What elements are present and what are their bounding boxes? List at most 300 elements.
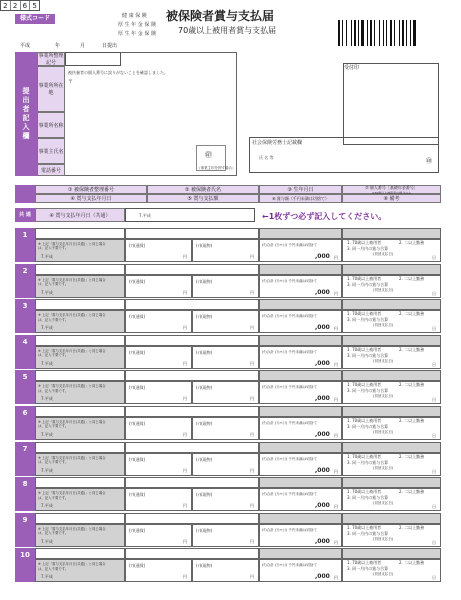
goods-label: (ｲ)(現物) — [196, 314, 213, 320]
remarks-option-1: 1. 70歳以上被用者 — [347, 240, 382, 245]
total-label: (ｳ)合計 (ｱ)+(ｲ) 千円未満は切捨て — [262, 527, 318, 532]
remarks-option-2: 2. 二以上勤務 — [399, 489, 425, 495]
employee-row — [15, 477, 441, 511]
employee-row — [15, 442, 441, 476]
common-date-era: 7.平成 — [139, 213, 151, 218]
total-thousand: ,000 — [315, 502, 330, 510]
form-code-digit: 5 — [32, 2, 37, 10]
date-era: 平成 — [20, 43, 31, 49]
goods-amount-field[interactable] — [192, 488, 259, 511]
currency-label: (ｱ)(通貨) — [129, 421, 146, 426]
seal-caption: （事業主印を押す場合） — [197, 166, 236, 170]
form-code-digit: 6 — [21, 1, 31, 10]
remarks-option-3: 3. 同一月内の賞与合算 — [347, 317, 389, 323]
sr-name-label: 氏 名 等 — [259, 155, 274, 160]
remarks-field[interactable] — [342, 310, 441, 333]
employee-row — [15, 264, 441, 298]
total-yen: 円 — [334, 433, 338, 438]
payment-date-field[interactable] — [35, 275, 125, 298]
date-month: 月 — [80, 43, 86, 49]
submitter-side-label: 提出者記入欄 — [15, 52, 37, 176]
birthdate-field[interactable] — [259, 442, 342, 453]
employee-row — [15, 228, 441, 262]
individual-number-field[interactable] — [342, 299, 441, 310]
column-bonus-amount: ⑥ 賞与額（千円未満は切捨て） — [259, 194, 342, 203]
currency-label: (ｱ)(通貨) — [129, 243, 146, 248]
remarks-field[interactable] — [342, 417, 441, 440]
goods-amount-field[interactable] — [192, 559, 259, 582]
row-number: 5 — [15, 370, 35, 404]
birthdate-field[interactable] — [259, 513, 342, 524]
date-year: 年 — [55, 43, 61, 49]
goods-label: (ｲ)(現物) — [196, 243, 213, 248]
barcode-bar — [383, 20, 384, 46]
barcode-bar — [399, 20, 400, 46]
insurance-type-1: 健 康 保 険 — [122, 13, 147, 19]
currency-amount-field[interactable] — [125, 239, 192, 262]
barcode-bar — [386, 20, 387, 46]
goods-yen: 円 — [250, 538, 254, 544]
remarks-day: 日 — [432, 397, 436, 403]
payment-date-era: 7.平成 — [41, 538, 53, 544]
remarks-option-2: 2. 二以上勤務 — [399, 524, 425, 530]
employee-row — [15, 548, 441, 582]
row-number: 1 — [15, 228, 35, 262]
birthdate-field[interactable] — [259, 406, 342, 417]
remarks-option-3: 3. 同一月内の賞与合算 — [347, 281, 389, 287]
barcode-bar — [361, 20, 364, 46]
row-number: 6 — [15, 406, 35, 440]
privacy-note: 被扶養者の個人番号に誤りがないことを確認しました。 — [68, 70, 168, 75]
goods-label: (ｲ)(現物) — [196, 385, 213, 391]
total-amount-field[interactable] — [259, 559, 342, 582]
currency-yen: 円 — [183, 467, 187, 473]
payment-date-era: 7.平成 — [41, 432, 53, 437]
total-amount-field[interactable] — [259, 381, 342, 404]
total-amount-field[interactable] — [259, 488, 342, 511]
total-yen: 円 — [334, 539, 338, 545]
remarks-day: 日 — [432, 468, 436, 474]
remarks-day: 日 — [432, 326, 436, 332]
insurance-type-3: 厚 生 年 金 保 険 — [118, 31, 156, 37]
payment-date-field[interactable] — [35, 524, 125, 547]
currency-amount-field[interactable] — [125, 417, 192, 440]
remarks-option-1: 1. 70歳以上被用者 — [347, 453, 382, 459]
remarks-option-1: 1. 70歳以上被用者 — [347, 382, 382, 388]
remarks-first-payment: (初回支払日) — [373, 323, 394, 328]
payment-date-field[interactable] — [35, 417, 125, 440]
total-amount-field[interactable] — [259, 275, 342, 298]
remarks-option-1: 1. 70歳以上被用者 — [347, 311, 382, 317]
column-individual-number-label: ⑦ 個人番号［基礎年金番号］ — [365, 184, 418, 190]
currency-label: (ｱ)(通貨) — [129, 314, 146, 320]
goods-amount-field[interactable] — [192, 346, 259, 369]
payment-date-era: 7.平成 — [41, 254, 53, 259]
goods-label: (ｲ)(現物) — [196, 492, 213, 498]
goods-label: (ｲ)(現物) — [196, 527, 213, 533]
label-office-name: 事業所名称 — [37, 112, 65, 138]
insured-number-field[interactable] — [35, 370, 125, 381]
total-yen: 円 — [334, 361, 338, 367]
insured-name-field[interactable] — [125, 477, 259, 488]
insured-name-field[interactable] — [125, 228, 259, 239]
individual-number-field[interactable] — [342, 442, 441, 453]
row-number: 10 — [15, 548, 35, 582]
remarks-option-2: 2. 二以上勤務 — [399, 240, 425, 245]
goods-amount-field[interactable] — [192, 524, 259, 547]
currency-amount-field[interactable] — [125, 346, 192, 369]
individual-number-field[interactable] — [342, 264, 441, 275]
form-code-digit: 2 — [11, 1, 21, 10]
payment-date-field[interactable] — [35, 381, 125, 404]
goods-amount-field[interactable] — [192, 310, 259, 333]
goods-amount-field[interactable] — [192, 417, 259, 440]
currency-yen: 円 — [183, 538, 187, 544]
remarks-day: 日 — [432, 575, 436, 581]
remarks-day: 日 — [432, 255, 436, 260]
insured-name-field[interactable] — [125, 299, 259, 310]
insured-number-field[interactable] — [35, 548, 125, 559]
total-amount-field[interactable] — [259, 453, 342, 476]
remarks-option-2: 2. 二以上勤務 — [399, 418, 425, 423]
row-number: 9 — [15, 513, 35, 547]
payment-date-era: 7.平成 — [41, 289, 53, 295]
remarks-first-payment: (初回支払日) — [373, 252, 394, 256]
birthdate-field[interactable] — [259, 335, 342, 346]
total-yen: 円 — [334, 504, 338, 510]
form-code-digits — [0, 0, 40, 11]
insured-name-field[interactable] — [125, 406, 259, 417]
goods-amount-field[interactable] — [192, 275, 259, 298]
remarks-option-2: 2. 二以上勤務 — [399, 346, 425, 352]
remarks-first-payment: (初回支払日) — [373, 465, 394, 470]
insured-name-field[interactable] — [125, 264, 259, 275]
insured-number-field[interactable] — [35, 335, 125, 346]
remarks-field[interactable] — [342, 559, 441, 582]
payment-date-era: 7.平成 — [41, 467, 53, 473]
total-label: (ｳ)合計 (ｱ)+(ｲ) 千円未満は切捨て — [262, 243, 318, 247]
payment-date-field[interactable] — [35, 346, 125, 369]
payment-date-note: ※ 上記「賞与支払年月日(共通)」と同じ場合は、記入不要です。 — [38, 455, 106, 465]
total-label: (ｳ)合計 (ｱ)+(ｲ) 千円未満は切捨て — [262, 385, 318, 390]
remarks-option-2: 2. 二以上勤務 — [399, 453, 425, 459]
remarks-first-payment: (初回支払日) — [373, 572, 394, 577]
insured-number-field[interactable] — [35, 477, 125, 488]
insured-number-field[interactable] — [35, 513, 125, 524]
currency-yen: 円 — [183, 325, 187, 331]
remarks-option-3: 3. 同一月内の賞与合算 — [347, 352, 389, 358]
payment-date-note: ※ 上記「賞与支払年月日(共通)」と同じ場合は、記入不要です。 — [38, 242, 106, 251]
goods-yen: 円 — [250, 396, 254, 402]
remarks-day: 日 — [432, 504, 436, 510]
goods-label: (ｲ)(現物) — [196, 421, 213, 426]
goods-yen: 円 — [250, 432, 254, 437]
office-number-field[interactable] — [65, 52, 121, 66]
remarks-option-1: 1. 70歳以上被用者 — [347, 418, 382, 423]
currency-amount-field[interactable] — [125, 310, 192, 333]
payment-date-note: ※ 上記「賞与支払年月日(共通)」と同じ場合は、記入不要です。 — [38, 384, 106, 393]
barcode-bar — [351, 20, 352, 46]
remarks-option-2: 2. 二以上勤務 — [399, 275, 425, 281]
goods-label: (ｲ)(現物) — [196, 563, 213, 569]
payment-date-era: 7.平成 — [41, 396, 53, 402]
individual-number-field[interactable] — [342, 370, 441, 381]
payment-date-note: ※ 上記「賞与支払年月日(共通)」と同じ場合は、記入不要です。 — [38, 562, 106, 571]
currency-label: (ｱ)(通貨) — [129, 527, 146, 533]
remarks-first-payment: (初回支払日) — [373, 287, 394, 292]
goods-label: (ｲ)(現物) — [196, 278, 213, 284]
remarks-field[interactable] — [342, 453, 441, 476]
date-submitted: 日提出 — [102, 43, 118, 49]
total-yen: 円 — [334, 397, 338, 403]
remarks-first-payment: (初回支払日) — [373, 394, 394, 399]
insurance-type-2: 厚 生 年 金 保 険 — [118, 22, 156, 28]
remarks-option-3: 3. 同一月内の賞与合算 — [347, 459, 389, 465]
column-payment-amount: ⑤ 賞与支払額 — [147, 194, 259, 203]
birthdate-field[interactable] — [259, 264, 342, 275]
goods-amount-field[interactable] — [192, 239, 259, 262]
remarks-option-3: 3. 同一月内の賞与合算 — [347, 388, 389, 394]
payment-date-note: ※ 上記「賞与支払年月日(共通)」と同じ場合は、記入不要です。 — [38, 420, 106, 429]
employee-row — [15, 335, 441, 369]
remarks-option-1: 1. 70歳以上被用者 — [347, 524, 382, 530]
total-thousand: ,000 — [315, 537, 330, 545]
remarks-option-2: 2. 二以上勤務 — [399, 560, 425, 566]
birthdate-field[interactable] — [259, 477, 342, 488]
individual-number-field[interactable] — [342, 228, 441, 239]
remarks-field[interactable] — [342, 346, 441, 369]
employee-row — [15, 299, 441, 333]
column-insured-name: ② 被保険者氏名 — [147, 185, 259, 194]
received-stamp-label: 受付印 — [344, 65, 360, 71]
payment-date-field[interactable] — [35, 239, 125, 262]
currency-label: (ｱ)(通貨) — [129, 456, 146, 462]
payment-date-field[interactable] — [35, 559, 125, 582]
barcode-bar — [406, 20, 407, 46]
insured-number-field[interactable] — [35, 442, 125, 453]
label-phone: 電話番号 — [37, 164, 65, 176]
remarks-first-payment: (初回支払日) — [373, 430, 394, 434]
total-amount-field[interactable] — [259, 346, 342, 369]
barcode-bar — [354, 20, 356, 46]
common-row-label: 共 通 — [15, 208, 35, 222]
goods-label: (ｲ)(現物) — [196, 349, 213, 355]
label-office-number: 事業所整理記号 — [38, 53, 64, 66]
barcode-bar — [342, 20, 343, 46]
row-number: 2 — [15, 264, 35, 298]
goods-yen: 円 — [250, 467, 254, 473]
payment-date-field[interactable] — [35, 310, 125, 333]
column-header-corner — [15, 185, 35, 203]
goods-yen: 円 — [250, 574, 254, 580]
birthdate-field[interactable] — [259, 370, 342, 381]
currency-yen: 円 — [183, 289, 187, 295]
payment-date-era: 7.平成 — [41, 360, 53, 366]
column-birthdate: ③ 生年月日 — [259, 185, 342, 194]
payment-date-note: ※ 上記「賞与支払年月日(共通)」と同じ場合は、記入不要です。 — [38, 526, 106, 536]
remarks-field[interactable] — [342, 524, 441, 547]
individual-number-field[interactable] — [342, 406, 441, 417]
payment-date-era: 7.平成 — [41, 503, 53, 509]
barcode-bar — [410, 20, 411, 46]
row-number: 8 — [15, 477, 35, 511]
insured-name-field[interactable] — [125, 335, 259, 346]
total-label: (ｳ)合計 (ｱ)+(ｲ) 千円未満は切捨て — [262, 563, 318, 568]
total-label: (ｳ)合計 (ｱ)+(ｲ) 千円未満は切捨て — [262, 456, 318, 461]
employee-row — [15, 513, 441, 547]
total-amount-field[interactable] — [259, 417, 342, 440]
total-label: (ｳ)合計 (ｱ)+(ｲ) 千円未満は切捨て — [262, 349, 318, 354]
column-payment-date: ④ 賞与支払年月日 — [35, 194, 147, 203]
remarks-field[interactable] — [342, 239, 441, 262]
birthdate-field[interactable] — [259, 228, 342, 239]
remarks-day: 日 — [432, 290, 436, 296]
payment-date-note: ※ 上記「賞与支払年月日(共通)」と同じ場合は、記入不要です。 — [38, 313, 106, 322]
goods-yen: 円 — [250, 325, 254, 331]
insured-name-field[interactable] — [125, 513, 259, 524]
received-stamp-box — [343, 63, 439, 145]
remarks-option-1: 1. 70歳以上被用者 — [347, 275, 382, 281]
currency-yen: 円 — [183, 396, 187, 402]
column-remarks: ⑧ 備考 — [342, 194, 441, 203]
common-date-label: ④ 賞与支払年月日（共通） — [35, 208, 125, 222]
remarks-day: 日 — [432, 433, 436, 438]
currency-label: (ｱ)(通貨) — [129, 385, 146, 391]
payment-date-field[interactable] — [35, 453, 125, 476]
insured-number-field[interactable] — [35, 406, 125, 417]
column-individual-number — [342, 185, 441, 194]
barcode-bar — [394, 20, 395, 46]
goods-amount-field[interactable] — [192, 381, 259, 404]
employee-row — [15, 406, 441, 440]
remarks-field[interactable] — [342, 381, 441, 404]
employee-row — [15, 370, 441, 404]
remarks-option-3: 3. 同一月内の賞与合算 — [347, 424, 389, 429]
barcode-bar — [338, 20, 340, 46]
row-number: 3 — [15, 299, 35, 333]
remarks-option-3: 3. 同一月内の賞与合算 — [347, 530, 389, 536]
remarks-option-3: 3. 同一月内の賞与合算 — [347, 246, 389, 251]
remarks-option-1: 1. 70歳以上被用者 — [347, 489, 382, 495]
individual-number-field[interactable] — [342, 513, 441, 524]
remarks-option-3: 3. 同一月内の賞与合算 — [347, 495, 389, 501]
form-title: 被保険者賞与支払届 — [166, 9, 275, 23]
total-amount-field[interactable] — [259, 310, 342, 333]
barcode — [338, 20, 420, 46]
barcode-bar — [390, 20, 392, 46]
total-yen: 円 — [334, 468, 338, 474]
form-code-digit: 2 — [1, 1, 11, 10]
payment-date-era: 7.平成 — [41, 325, 53, 331]
goods-label: (ｲ)(現物) — [196, 456, 213, 462]
total-yen: 円 — [334, 575, 338, 581]
postal-mark: 〒 — [68, 79, 74, 85]
total-thousand: ,000 — [315, 324, 330, 332]
goods-yen: 円 — [250, 254, 254, 259]
total-yen: 円 — [334, 326, 338, 332]
currency-label: (ｱ)(通貨) — [129, 278, 146, 284]
currency-amount-field[interactable] — [125, 488, 192, 511]
currency-amount-field[interactable] — [125, 275, 192, 298]
currency-amount-field[interactable] — [125, 524, 192, 547]
insured-name-field[interactable] — [125, 548, 259, 559]
row-number: 4 — [15, 335, 35, 369]
remarks-field[interactable] — [342, 488, 441, 511]
form-subtitle: 70歳以上被用者賞与支払届 — [178, 26, 277, 35]
currency-amount-field[interactable] — [125, 381, 192, 404]
total-thousand: ,000 — [315, 359, 330, 367]
insured-number-field[interactable] — [35, 264, 125, 275]
row-number: 7 — [15, 442, 35, 476]
individual-number-field[interactable] — [342, 548, 441, 559]
total-thousand: ,000 — [315, 573, 330, 581]
goods-yen: 円 — [250, 503, 254, 509]
total-label: (ｳ)合計 (ｱ)+(ｲ) 千円未満は切捨て — [262, 421, 318, 425]
barcode-bar — [413, 20, 416, 46]
payment-date-note: ※ 上記「賞与支払年月日(共通)」と同じ場合は、記入不要です。 — [38, 348, 106, 358]
currency-amount-field[interactable] — [125, 453, 192, 476]
insured-name-field[interactable] — [125, 442, 259, 453]
goods-yen: 円 — [250, 360, 254, 366]
remarks-option-1: 1. 70歳以上被用者 — [347, 560, 382, 566]
payment-date-field[interactable] — [35, 488, 125, 511]
remarks-field[interactable] — [342, 275, 441, 298]
birthdate-field[interactable] — [259, 299, 342, 310]
label-office-address: 事業所所在地 — [37, 66, 65, 112]
currency-label: (ｱ)(通貨) — [129, 349, 146, 355]
total-amount-field[interactable] — [259, 524, 342, 547]
payment-date-note: ※ 上記「賞与支払年月日(共通)」と同じ場合は、記入不要です。 — [38, 277, 106, 287]
barcode-bar — [370, 20, 372, 46]
individual-number-field[interactable] — [342, 335, 441, 346]
goods-amount-field[interactable] — [192, 453, 259, 476]
remarks-first-payment: (初回支払日) — [373, 358, 394, 363]
barcode-bar — [367, 20, 368, 46]
currency-yen: 円 — [183, 574, 187, 580]
barcode-bar — [402, 20, 404, 46]
sr-seal-mark: ㊞ — [426, 158, 433, 165]
currency-yen: 円 — [183, 254, 187, 259]
birthdate-field[interactable] — [259, 548, 342, 559]
currency-yen: 円 — [183, 432, 187, 437]
total-amount-field[interactable] — [259, 239, 342, 262]
insured-name-field[interactable] — [125, 370, 259, 381]
individual-number-field[interactable] — [342, 477, 441, 488]
barcode-bar — [346, 20, 347, 46]
insured-number-field[interactable] — [35, 228, 125, 239]
remarks-option-3: 3. 同一月内の賞与合算 — [347, 566, 389, 572]
total-thousand: ,000 — [315, 253, 330, 260]
remarks-day: 日 — [432, 361, 436, 367]
total-yen: 円 — [334, 255, 338, 260]
common-row-warning: ←1枚ずつ必ず記入してください。 — [262, 212, 387, 221]
currency-amount-field[interactable] — [125, 559, 192, 582]
currency-yen: 円 — [183, 503, 187, 509]
remarks-option-1: 1. 70歳以上被用者 — [347, 346, 382, 352]
payment-date-era: 7.平成 — [41, 574, 53, 580]
insured-number-field[interactable] — [35, 299, 125, 310]
payment-date-note: ※ 上記「賞与支払年月日(共通)」と同じ場合は、記入不要です。 — [38, 491, 106, 500]
total-thousand: ,000 — [315, 395, 330, 403]
total-label: (ｳ)合計 (ｱ)+(ｲ) 千円未満は切捨て — [262, 492, 318, 497]
remarks-first-payment: (初回支払日) — [373, 536, 394, 541]
seal-mark: ㊞ — [205, 151, 212, 159]
remarks-option-2: 2. 二以上勤務 — [399, 311, 425, 317]
goods-yen: 円 — [250, 289, 254, 295]
total-thousand: ,000 — [315, 431, 330, 438]
currency-label: (ｱ)(通貨) — [129, 492, 146, 498]
barcode-bar — [379, 20, 380, 46]
